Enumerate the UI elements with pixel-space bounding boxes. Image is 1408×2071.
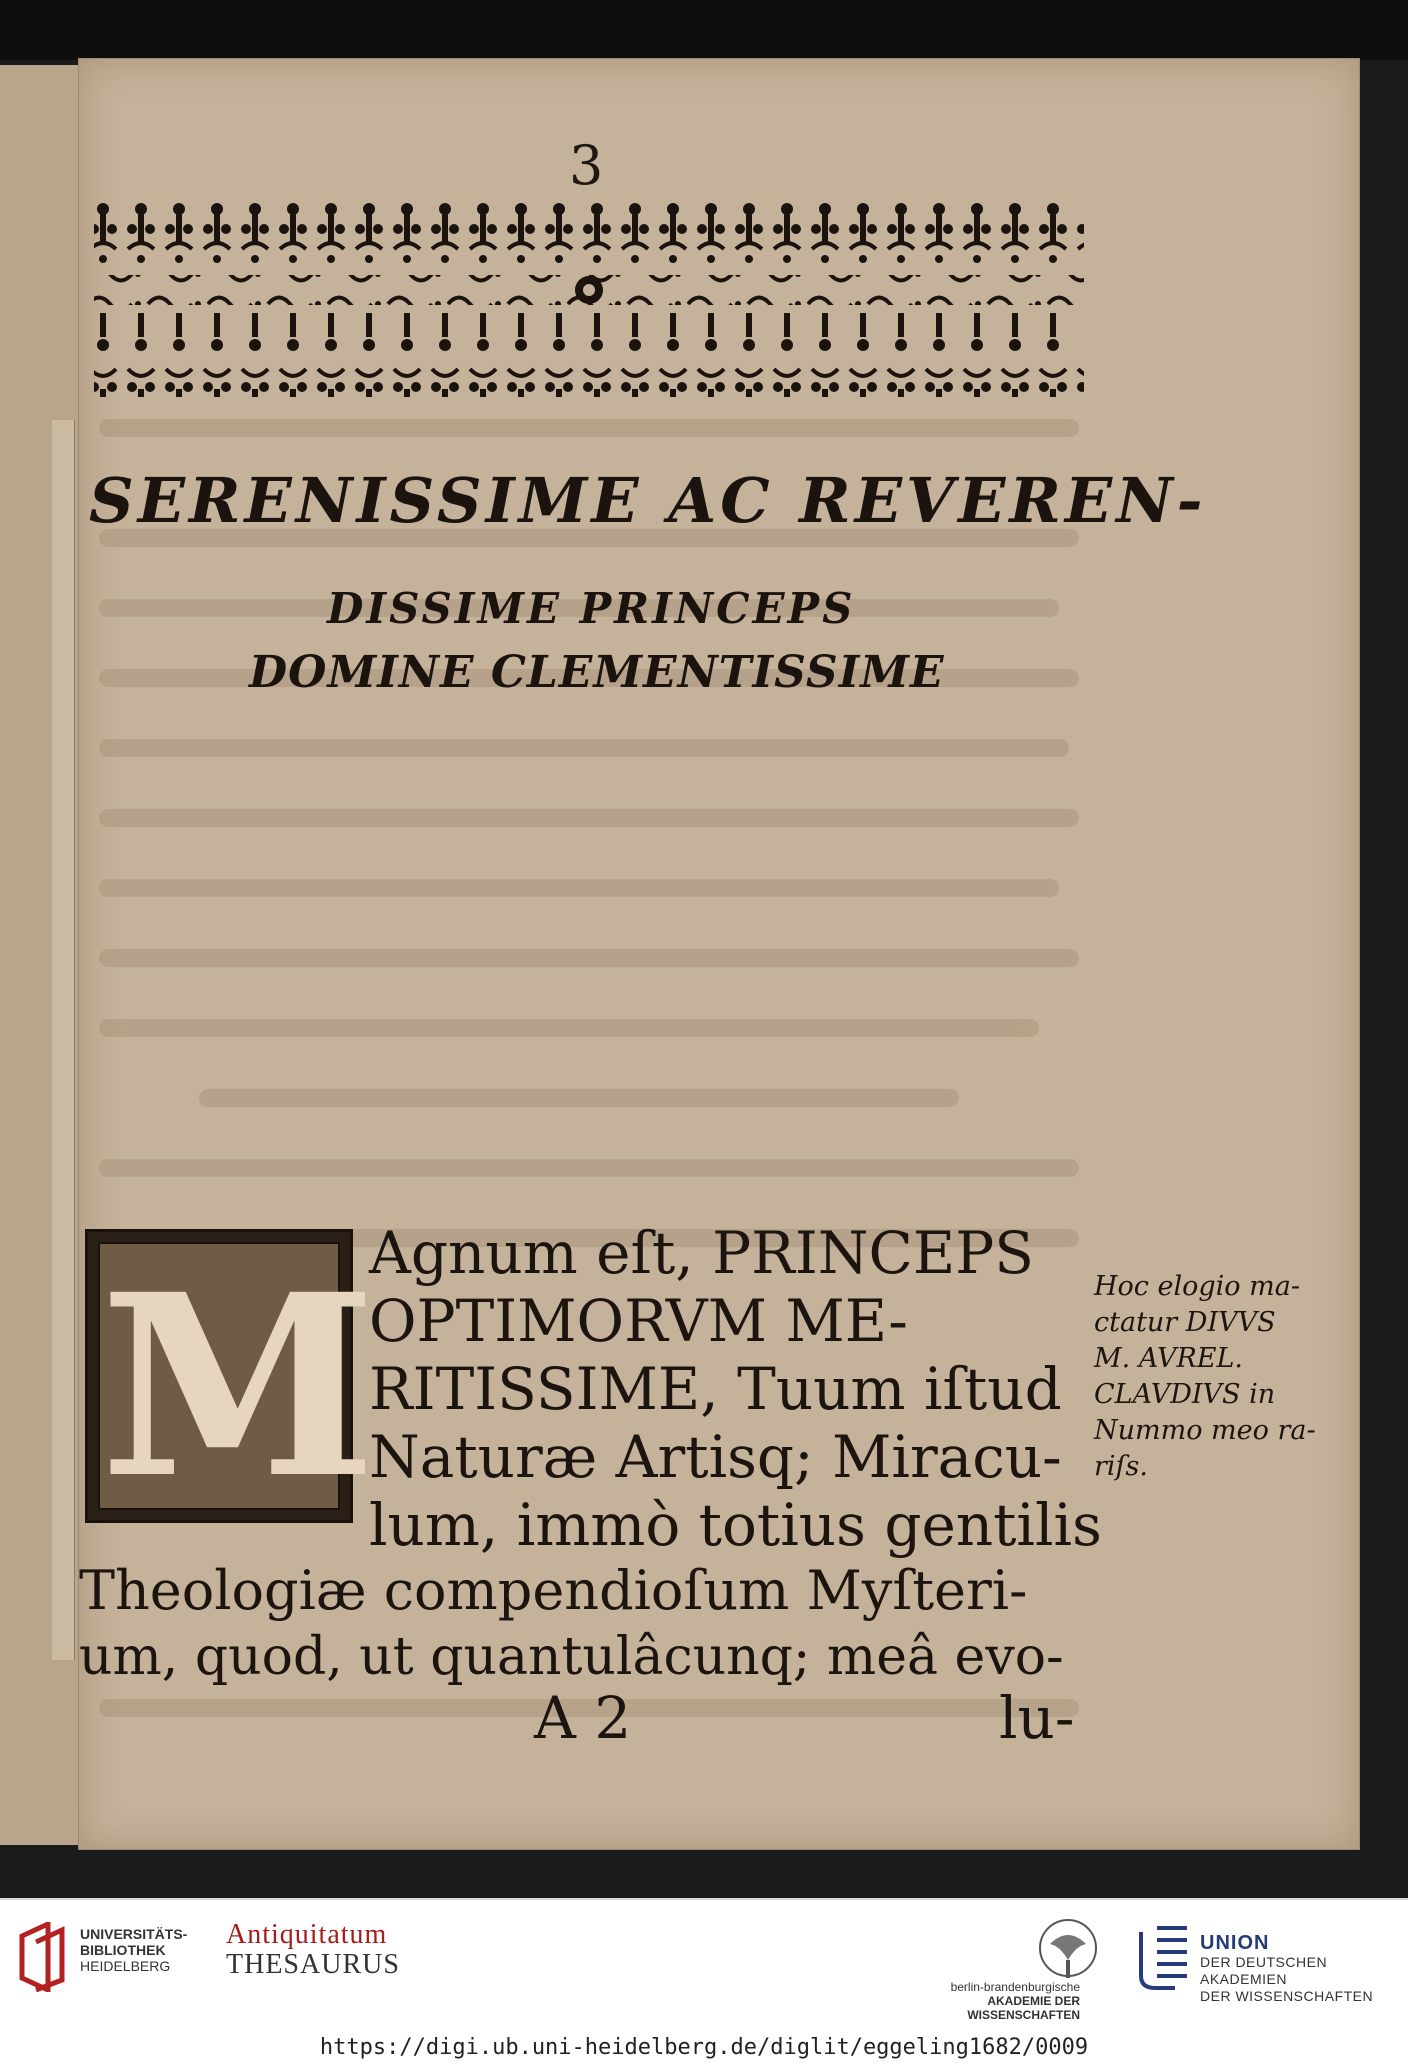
union-line-2: DER DEUTSCHEN AKADEMIEN xyxy=(1200,1954,1328,1987)
bbaw-eagle-icon xyxy=(1036,1916,1100,1986)
heading-line-3: DOMINE CLEMENTISSIME xyxy=(249,647,945,698)
ub-heidelberg-wordmark[interactable] xyxy=(80,1926,187,1974)
union-wordmark[interactable] xyxy=(1200,1932,1408,2005)
bbaw-line-2: AKADEMIE DER WISSENSCHAFTEN xyxy=(967,1994,1080,2022)
margin-note-line-6: riſs. xyxy=(1094,1451,1148,1482)
heading-line-1: SERENISSIME AC REVEREN- xyxy=(89,464,1207,537)
margin-note-line-3: M. AVREL. xyxy=(1094,1343,1244,1374)
body-text xyxy=(79,1219,1102,1719)
ornament-band xyxy=(84,199,1094,409)
margin-note-line-4: CLAVDIVS in xyxy=(1094,1379,1276,1410)
union-line-3: DER WISSENSCHAFTEN xyxy=(1200,1988,1374,2004)
permalink-url[interactable]: https://digi.ub.uni-heidelberg.de/diglit/eggeling1682/0009 xyxy=(319,2035,1089,2060)
margin-note-line-2: ctatur DIVVS xyxy=(1094,1307,1276,1338)
body-line-1: Agnum eſt, PRINCEPS xyxy=(369,1219,1034,1287)
page-footer-line xyxy=(79,1684,1089,1754)
page-number: 3 xyxy=(569,134,604,197)
ub-line-1: UNIVERSITÄTS- xyxy=(80,1926,188,1942)
body-line-3: RITISSIME, Tuum iſtud xyxy=(369,1355,1062,1423)
antiquitatum-label: Antiquitatum xyxy=(226,1919,388,1950)
thesaurus-label: THESAURUS xyxy=(226,1949,400,1980)
ub-heidelberg-logo-icon xyxy=(18,1922,72,1992)
heading-line-2: DISSIME PRINCEPS xyxy=(327,584,856,633)
body-line-5: lum, immò totius gentilis xyxy=(369,1491,1102,1559)
footer-divider xyxy=(0,1898,1408,1900)
body-line-2: OPTIMORVM ME- xyxy=(369,1287,908,1355)
margin-note-line-5: Nummo meo ra- xyxy=(1094,1415,1316,1446)
catchword: lu- xyxy=(999,1684,1075,1752)
initial-letter: M xyxy=(100,1239,377,1533)
logo-footer xyxy=(0,1898,1408,2023)
union-akademien-icon xyxy=(1135,1918,1195,1994)
antiquitatum-thesaurus-logo[interactable] xyxy=(226,1920,400,1980)
ub-line-3: HEIDELBERG xyxy=(80,1958,171,1974)
bbaw-wordmark[interactable] xyxy=(920,1980,1080,2022)
margin-note-line-1: Hoc elogio ma- xyxy=(1094,1271,1300,1302)
body-line-4: Naturæ Artisq; Miracu- xyxy=(369,1423,1062,1491)
url-bar xyxy=(0,2023,1408,2071)
book-page xyxy=(78,58,1360,1850)
torn-leaf-edge xyxy=(52,420,75,1660)
union-line-1: UNION xyxy=(1200,1932,1270,1954)
ub-line-2: BIBLIOTHEK xyxy=(80,1942,166,1958)
bbaw-line-1: berlin-brandenburgische xyxy=(950,1980,1080,1994)
body-line-7: um, quod, ut quantulâcunq; meâ evo- xyxy=(79,1627,1064,1687)
left-page-edge xyxy=(0,65,90,1845)
body-line-6: Theologiæ compendioſum Myſteri- xyxy=(79,1559,1028,1622)
margin-note xyxy=(1094,1269,1334,1485)
signature-mark: A 2 xyxy=(534,1684,632,1752)
scan-background xyxy=(0,0,1408,60)
